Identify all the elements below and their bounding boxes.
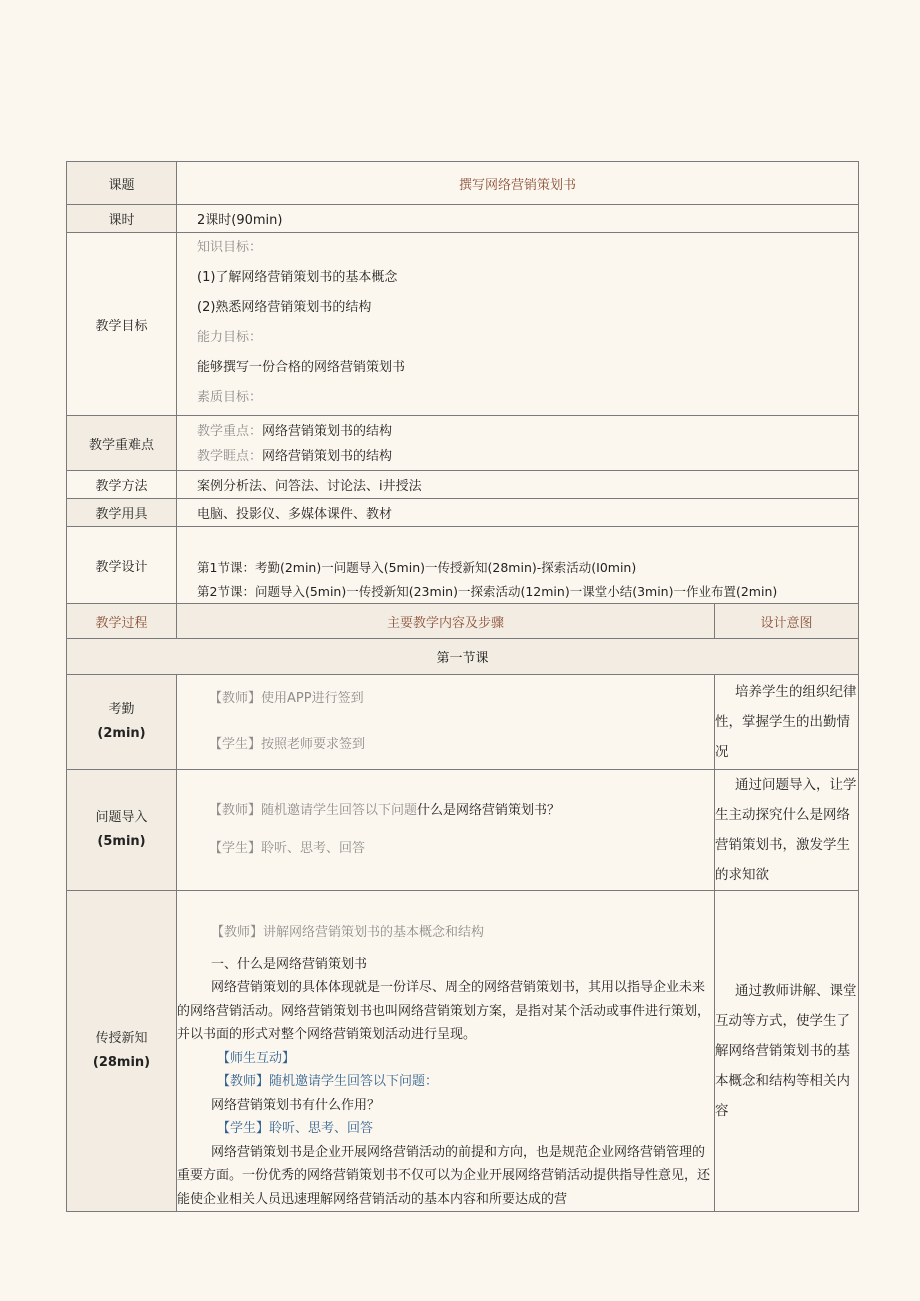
step-intent-cell — [715, 770, 859, 891]
difficulty-prefix: 教学睚点： — [197, 449, 263, 464]
objective-line: (2)熟悉网络营销策划书的结构 — [197, 300, 372, 315]
key-point-value: 网络营销策划书的结构 — [262, 424, 393, 439]
key-point-line — [197, 418, 858, 446]
step-content-cell — [177, 770, 715, 891]
interaction-label: 【师生互动】 — [217, 1050, 296, 1066]
step-content-line — [209, 792, 714, 830]
step-name: 考勤 — [108, 702, 135, 717]
design-line: 第1节课：考勤(2min)一问题导入(5min)一传授新知(28min)-探索活动(I0min) — [197, 560, 637, 575]
step-content-line: 【教师】使用APP进行签到 — [209, 691, 364, 706]
step-content-dark: 什么是网络营销策划书？ — [417, 803, 561, 818]
step-intent-cell — [715, 675, 859, 770]
hours-label: 课时 — [67, 205, 177, 233]
step-time: (2min) — [97, 726, 146, 741]
student-response-label: 【学生】聆听、思考、回答 — [217, 1121, 374, 1136]
step-label-cell — [67, 675, 177, 770]
difficulty-value: 网络营销策划书的结构 — [262, 449, 393, 464]
tools-label: 教学用具 — [67, 499, 177, 527]
step-row — [67, 770, 859, 891]
objective-line: 能力目标： — [197, 330, 263, 345]
tools-cell — [177, 499, 859, 527]
objectives-row — [67, 233, 859, 416]
methods-cell — [177, 471, 859, 499]
hours-cell — [177, 205, 859, 233]
tools-row — [67, 499, 859, 527]
key-point-prefix: 教学重点： — [197, 424, 263, 439]
topic-row — [67, 162, 859, 205]
step-intent: 培养学生的组织纪律性，掌握学生的出勤情况 — [715, 684, 857, 760]
process-header-step: 教学过程 — [67, 604, 177, 639]
step-intent: 通过教师讲解、课堂互动等方式，使学生了解网络营销策划书的基本概念和结构等相关内容 — [715, 983, 857, 1119]
step-content-cell — [177, 891, 715, 1212]
methods-row — [67, 471, 859, 499]
process-header-row — [67, 604, 859, 639]
step-content-line: 【学生】聆听、思考、回答 — [209, 841, 366, 856]
teacher-question-label: 【教师】随机邀请学生回答以下问题： — [217, 1074, 439, 1089]
process-header-intent: 设计意图 — [715, 604, 859, 639]
objective-line: 知识目标： — [197, 240, 263, 255]
step-time: (28min) — [92, 1055, 151, 1070]
objective-line: (1)了解网络营销策划书的基本概念 — [197, 270, 398, 285]
topic-label: 课题 — [67, 162, 177, 205]
objectives-label: 教学目标 — [67, 233, 177, 416]
methods-value: 案例分析法、问答法、讨论法、i井授法 — [197, 479, 422, 494]
step-content-cell — [177, 675, 715, 770]
section-heading: 一、什么是网络营销策划书 — [211, 956, 368, 972]
teacher-intro: 【教师】讲解网络营销策划书的基本概念和结构 — [211, 925, 485, 940]
step-name: 传授新知 — [95, 1031, 148, 1046]
section-row — [67, 639, 859, 675]
step-label-cell — [67, 891, 177, 1212]
hours-value: 2课时(90min) — [197, 213, 283, 228]
keypoints-row — [67, 416, 859, 471]
paragraph: 网络营销策划的具体体现就是一份详尽、周全的网络营销策划书，其用以指导企业未来的网络营销活动。网络营销策划书也叫网络营销策划方案，是指对某个活动或事件进行策划，并以书面的形式对整个网络营销策划活动进行呈现。 — [177, 980, 711, 1042]
tools-value: 电脑、投影仪、多媒体课件、教材 — [197, 507, 393, 522]
step-label-cell — [67, 770, 177, 891]
keypoints-label: 教学重难点 — [67, 416, 177, 471]
step-content-line: 【学生】按照老师要求签到 — [209, 737, 366, 752]
step-row — [67, 891, 859, 1212]
step-intent-cell — [715, 891, 859, 1212]
objective-line: 能够撰写一份合格的网络营销策划书 — [197, 360, 406, 375]
step-time: (5min) — [97, 834, 146, 849]
step-row — [67, 675, 859, 770]
difficulty-line — [197, 446, 858, 468]
design-cell — [177, 527, 859, 604]
lesson-plan-table — [66, 161, 859, 1212]
step-name: 问题导入 — [95, 810, 148, 825]
design-label: 教学设计 — [67, 527, 177, 604]
topic-value: 撰写网络营销策划书 — [177, 162, 859, 205]
keypoints-cell — [177, 416, 859, 471]
paragraph: 网络营销策划书是企业开展网络营销活动的前提和方向，也是规范企业网络营销管理的重要方面。一份优秀的网络营销策划书不仅可以为企业开展网络营销活动提供指导性意见，还能使企业相关人员迅速理解网络营销活动的基本内容和所要达成的营 — [177, 1144, 711, 1207]
step-intent: 通过问题导入，让学生主动探究什么是网络营销策划书，激发学生的求知欲 — [715, 777, 857, 883]
design-row — [67, 527, 859, 604]
step-content-gray: 【教师】随机邀请学生回答以下问题 — [209, 803, 418, 818]
process-header-content: 主要教学内容及步骤 — [177, 604, 715, 639]
objectives-cell — [177, 233, 859, 416]
section-title: 第一节课 — [67, 639, 859, 675]
question-text: 网络营销策划书有什么作用？ — [211, 1097, 381, 1113]
design-line: 第2节课：问题导入(5min)一传授新知(23min)一探索活动(12min)一课堂小结(3min)一作业布置(2min) — [197, 584, 778, 599]
hours-row — [67, 205, 859, 233]
methods-label: 教学方法 — [67, 471, 177, 499]
objective-line: 素质目标： — [197, 390, 263, 405]
